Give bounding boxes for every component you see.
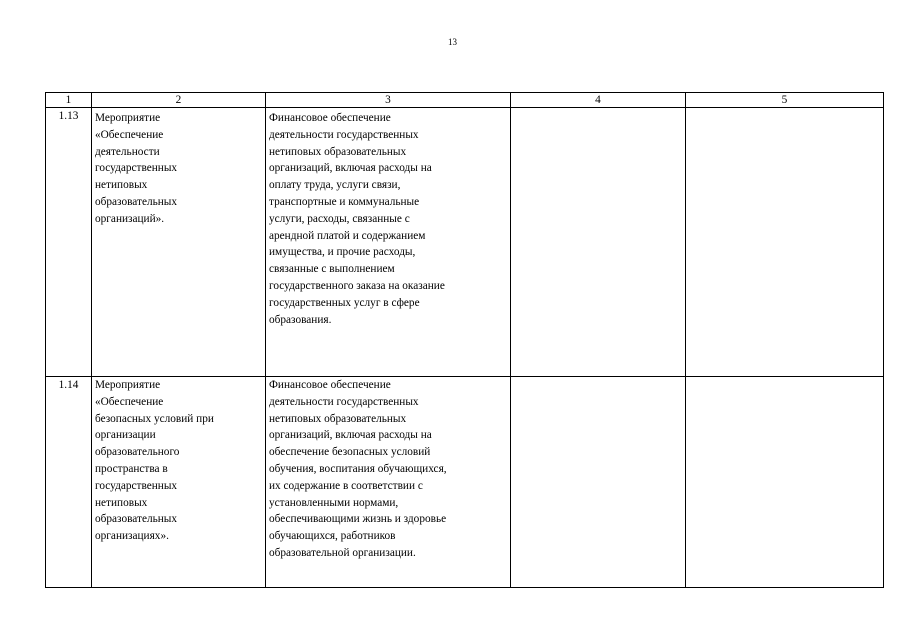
program-table xyxy=(45,92,884,588)
column-header-2: 2 xyxy=(92,93,266,108)
table-row xyxy=(46,377,884,588)
column-4-cell xyxy=(511,377,686,588)
column-header-1: 1 xyxy=(46,93,92,108)
column-4-cell xyxy=(511,108,686,377)
column-5-cell xyxy=(686,108,884,377)
table-header-row xyxy=(46,93,884,108)
event-description: Финансовое обеспечение деятельности государственных нетиповых образовательных организаций, включая расходы на оплату труда, услуги связи, транспортные и коммунальные услуги, расходы, связанные с арендной платой и содержанием имущества, и прочие расходы, связанные с выполнением государственного заказа на оказание государственных услуг в сфере образования. xyxy=(266,108,511,377)
table-row xyxy=(46,108,884,377)
event-name: Мероприятие «Обеспечение деятельности государственных нетиповых образовательных организаций». xyxy=(92,108,266,377)
column-5-cell xyxy=(686,377,884,588)
row-number: 1.13 xyxy=(46,108,92,377)
column-header-3: 3 xyxy=(266,93,511,108)
event-description: Финансовое обеспечение деятельности государственных нетиповых образовательных организаций, включая расходы на обеспечение безопасных условий обучения, воспитания обучающихся, их содержание в соответствии с установленными нормами, обеспечивающими жизнь и здоровье обучающихся, работников образовательной организации. xyxy=(266,377,511,588)
row-number: 1.14 xyxy=(46,377,92,588)
column-header-5: 5 xyxy=(686,93,884,108)
page-number: 13 xyxy=(448,37,457,47)
event-name: Мероприятие «Обеспечение безопасных условий при организации образовательного пространства в государственных нетиповых образовательных организациях». xyxy=(92,377,266,588)
column-header-4: 4 xyxy=(511,93,686,108)
